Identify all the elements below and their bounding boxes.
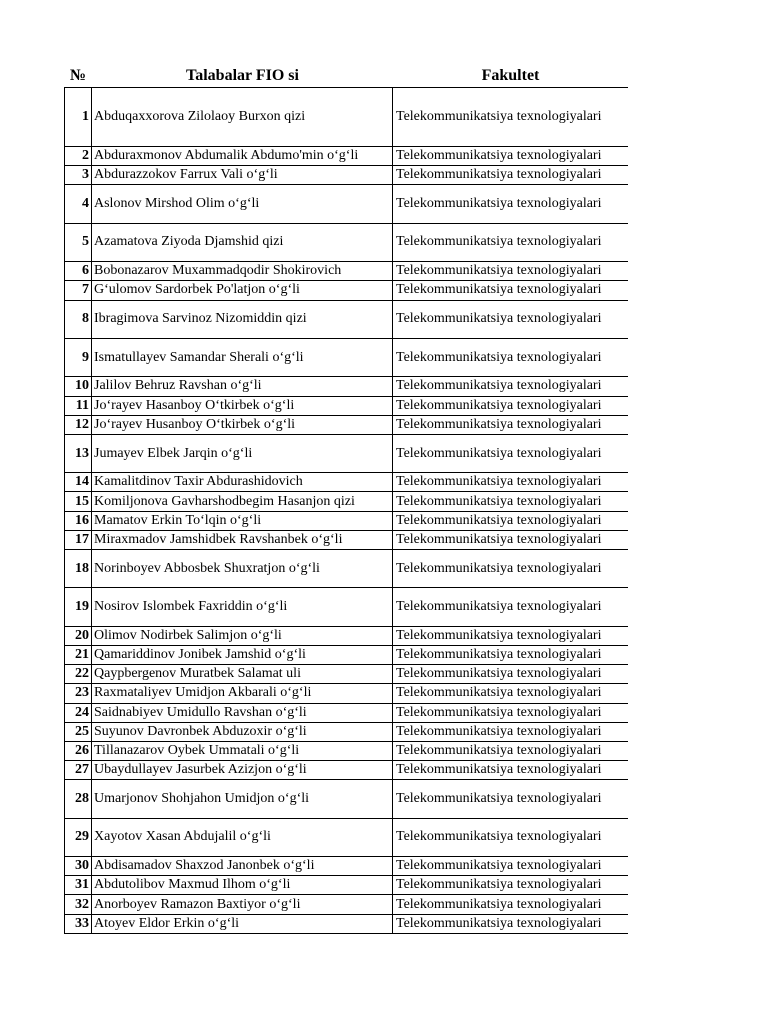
table-row	[64, 339, 628, 377]
faculty-name: Telekommunikatsiya texnologiyalari	[396, 877, 602, 893]
faculty-name: Telekommunikatsiya texnologiyalari	[396, 531, 602, 547]
table-row	[64, 147, 628, 166]
row-number: 21	[64, 646, 92, 664]
faculty-name: Telekommunikatsiya texnologiyalari	[396, 560, 602, 576]
table-row	[64, 224, 628, 262]
faculty-name: Telekommunikatsiya texnologiyalari	[396, 167, 602, 183]
student-name: Anorboyev Ramazon Baxtiyor o‘g‘li	[92, 895, 393, 913]
student-name: Abduqaxxorova Zilolaoy Burxon qizi	[92, 88, 393, 146]
student-name: Raxmataliyev Umidjon Akbarali o‘g‘li	[92, 684, 393, 702]
table-row	[64, 301, 628, 339]
row-number: 8	[64, 301, 92, 338]
row-number: 20	[64, 627, 92, 645]
faculty-name: Telekommunikatsiya texnologiyalari	[396, 311, 602, 327]
table-row	[64, 397, 628, 416]
row-number: 14	[64, 473, 92, 491]
faculty-name: Telekommunikatsiya texnologiyalari	[396, 282, 602, 298]
row-number: 25	[64, 723, 92, 741]
table-row	[64, 512, 628, 531]
table-row	[64, 723, 628, 742]
row-number: 19	[64, 588, 92, 625]
table-row	[64, 435, 628, 473]
student-name: Mamatov Erkin To‘lqin o‘g‘li	[92, 512, 393, 530]
faculty-name: Telekommunikatsiya texnologiyalari	[396, 627, 602, 643]
table-row	[64, 742, 628, 761]
row-number: 2	[64, 147, 92, 165]
student-name: Abdisamadov Shaxzod Janonbek o‘g‘li	[92, 857, 393, 875]
row-number: 7	[64, 281, 92, 299]
faculty-name: Telekommunikatsiya texnologiyalari	[396, 896, 602, 912]
row-number: 9	[64, 339, 92, 376]
row-number: 4	[64, 185, 92, 222]
row-number: 27	[64, 761, 92, 779]
table-row	[64, 761, 628, 780]
table-row	[64, 588, 628, 626]
faculty-name: Telekommunikatsiya texnologiyalari	[396, 397, 602, 413]
table-row	[64, 550, 628, 588]
faculty-name: Telekommunikatsiya texnologiyalari	[396, 599, 602, 615]
student-name: Xayotov Xasan Abdujalil o‘g‘li	[92, 819, 393, 856]
student-table	[64, 87, 628, 934]
row-number: 12	[64, 416, 92, 434]
table-row	[64, 88, 628, 147]
faculty-name: Telekommunikatsiya texnologiyalari	[396, 148, 602, 164]
faculty-name: Telekommunikatsiya texnologiyalari	[396, 647, 602, 663]
column-header-faculty: Fakultet	[481, 67, 540, 84]
row-number: 13	[64, 435, 92, 472]
student-name: Norinboyev Abbosbek Shuxratjon o‘g‘li	[92, 550, 393, 587]
row-number: 30	[64, 857, 92, 875]
table-row	[64, 819, 628, 857]
row-number: 3	[64, 166, 92, 184]
student-name: Ubaydullayev Jasurbek Azizjon o‘g‘li	[92, 761, 393, 779]
student-name: Olimov Nodirbek Salimjon o‘g‘li	[92, 627, 393, 645]
student-name: Miraxmadov Jamshidbek Ravshanbek o‘g‘li	[92, 531, 393, 549]
faculty-name: Telekommunikatsiya texnologiyalari	[396, 762, 602, 778]
table-row	[64, 704, 628, 723]
table-row	[64, 492, 628, 511]
faculty-name: Telekommunikatsiya texnologiyalari	[396, 512, 602, 528]
table-row	[64, 416, 628, 435]
student-name: Saidnabiyev Umidullo Ravshan o‘g‘li	[92, 704, 393, 722]
row-number: 6	[64, 262, 92, 280]
table-row	[64, 780, 628, 818]
table-row	[64, 915, 628, 934]
faculty-name: Telekommunikatsiya texnologiyalari	[396, 790, 602, 806]
student-name: Jo‘rayev Hasanboy O‘tkirbek o‘g‘li	[92, 397, 393, 415]
student-name: Umarjonov Shohjahon Umidjon o‘g‘li	[92, 780, 393, 817]
row-number: 1	[64, 88, 92, 146]
row-number: 15	[64, 492, 92, 510]
row-number: 10	[64, 377, 92, 395]
column-header-name: Talabalar FIO si	[186, 67, 299, 84]
faculty-name: Telekommunikatsiya texnologiyalari	[396, 704, 602, 720]
table-row	[64, 627, 628, 646]
faculty-name: Telekommunikatsiya texnologiyalari	[396, 196, 602, 212]
faculty-name: Telekommunikatsiya texnologiyalari	[396, 378, 602, 394]
row-number: 22	[64, 665, 92, 683]
faculty-name: Telekommunikatsiya texnologiyalari	[396, 445, 602, 461]
row-number: 28	[64, 780, 92, 817]
student-name: Tillanazarov Oybek Ummatali o‘g‘li	[92, 742, 393, 760]
student-name: Komiljonova Gavharshodbegim Hasanjon qizi	[92, 492, 393, 510]
table-row	[64, 684, 628, 703]
table-row	[64, 473, 628, 492]
faculty-name: Telekommunikatsiya texnologiyalari	[396, 493, 602, 509]
column-header-number: №	[69, 67, 87, 84]
faculty-name: Telekommunikatsiya texnologiyalari	[396, 685, 602, 701]
table-row	[64, 531, 628, 550]
table-row	[64, 166, 628, 185]
faculty-name: Telekommunikatsiya texnologiyalari	[396, 743, 602, 759]
student-name: Ismatullayev Samandar Sherali o‘g‘li	[92, 339, 393, 376]
row-number: 31	[64, 876, 92, 894]
faculty-name: Telekommunikatsiya texnologiyalari	[396, 666, 602, 682]
student-name: Jo‘rayev Husanboy O‘tkirbek o‘g‘li	[92, 416, 393, 434]
row-number: 17	[64, 531, 92, 549]
faculty-name: Telekommunikatsiya texnologiyalari	[396, 263, 602, 279]
row-number: 16	[64, 512, 92, 530]
student-name: Suyunov Davronbek Abduzoxir o‘g‘li	[92, 723, 393, 741]
table-row	[64, 895, 628, 914]
student-name: Abdutolibov Maxmud Ilhom o‘g‘li	[92, 876, 393, 894]
student-name: Qaypbergenov Muratbek Salamat uli	[92, 665, 393, 683]
faculty-name: Telekommunikatsiya texnologiyalari	[396, 829, 602, 845]
row-number: 11	[64, 397, 92, 415]
row-number: 24	[64, 704, 92, 722]
student-name: Ibragimova Sarvinoz Nizomiddin qizi	[92, 301, 393, 338]
table-row	[64, 377, 628, 396]
student-name: Jumayev Elbek Jarqin o‘g‘li	[92, 435, 393, 472]
table-row	[64, 185, 628, 223]
row-number: 23	[64, 684, 92, 702]
student-name: Abdurazzokov Farrux Vali o‘g‘li	[92, 166, 393, 184]
row-number: 29	[64, 819, 92, 856]
row-number: 18	[64, 550, 92, 587]
faculty-name: Telekommunikatsiya texnologiyalari	[396, 416, 602, 432]
table-row	[64, 876, 628, 895]
student-name: Kamalitdinov Taxir Abdurashidovich	[92, 473, 393, 491]
table-row	[64, 857, 628, 876]
row-number: 32	[64, 895, 92, 913]
faculty-name: Telekommunikatsiya texnologiyalari	[396, 474, 602, 490]
student-name: Qamariddinov Jonibek Jamshid o‘g‘li	[92, 646, 393, 664]
table-row	[64, 262, 628, 281]
faculty-name: Telekommunikatsiya texnologiyalari	[396, 915, 602, 931]
student-name: Bobonazarov Muxammadqodir Shokirovich	[92, 262, 393, 280]
faculty-name: Telekommunikatsiya texnologiyalari	[396, 858, 602, 874]
faculty-name: Telekommunikatsiya texnologiyalari	[396, 723, 602, 739]
student-name: Atoyev Eldor Erkin o‘g‘li	[92, 915, 393, 933]
student-name: Nosirov Islombek Faxriddin o‘g‘li	[92, 588, 393, 625]
student-name: Azamatova Ziyoda Djamshid qizi	[92, 224, 393, 261]
student-name: Abduraxmonov Abdumalik Abdumo'min o‘g‘li	[92, 147, 393, 165]
student-name: Jalilov Behruz Ravshan o‘g‘li	[92, 377, 393, 395]
row-number: 33	[64, 915, 92, 933]
row-number: 5	[64, 224, 92, 261]
student-name: Aslonov Mirshod Olim o‘g‘li	[92, 185, 393, 222]
student-name: G‘ulomov Sardorbek Po'latjon o‘g‘li	[92, 281, 393, 299]
faculty-name: Telekommunikatsiya texnologiyalari	[396, 109, 602, 124]
table-row	[64, 646, 628, 665]
faculty-name: Telekommunikatsiya texnologiyalari	[396, 234, 602, 250]
faculty-name: Telekommunikatsiya texnologiyalari	[396, 349, 602, 365]
table-row	[64, 281, 628, 300]
row-number: 26	[64, 742, 92, 760]
table-row	[64, 665, 628, 684]
